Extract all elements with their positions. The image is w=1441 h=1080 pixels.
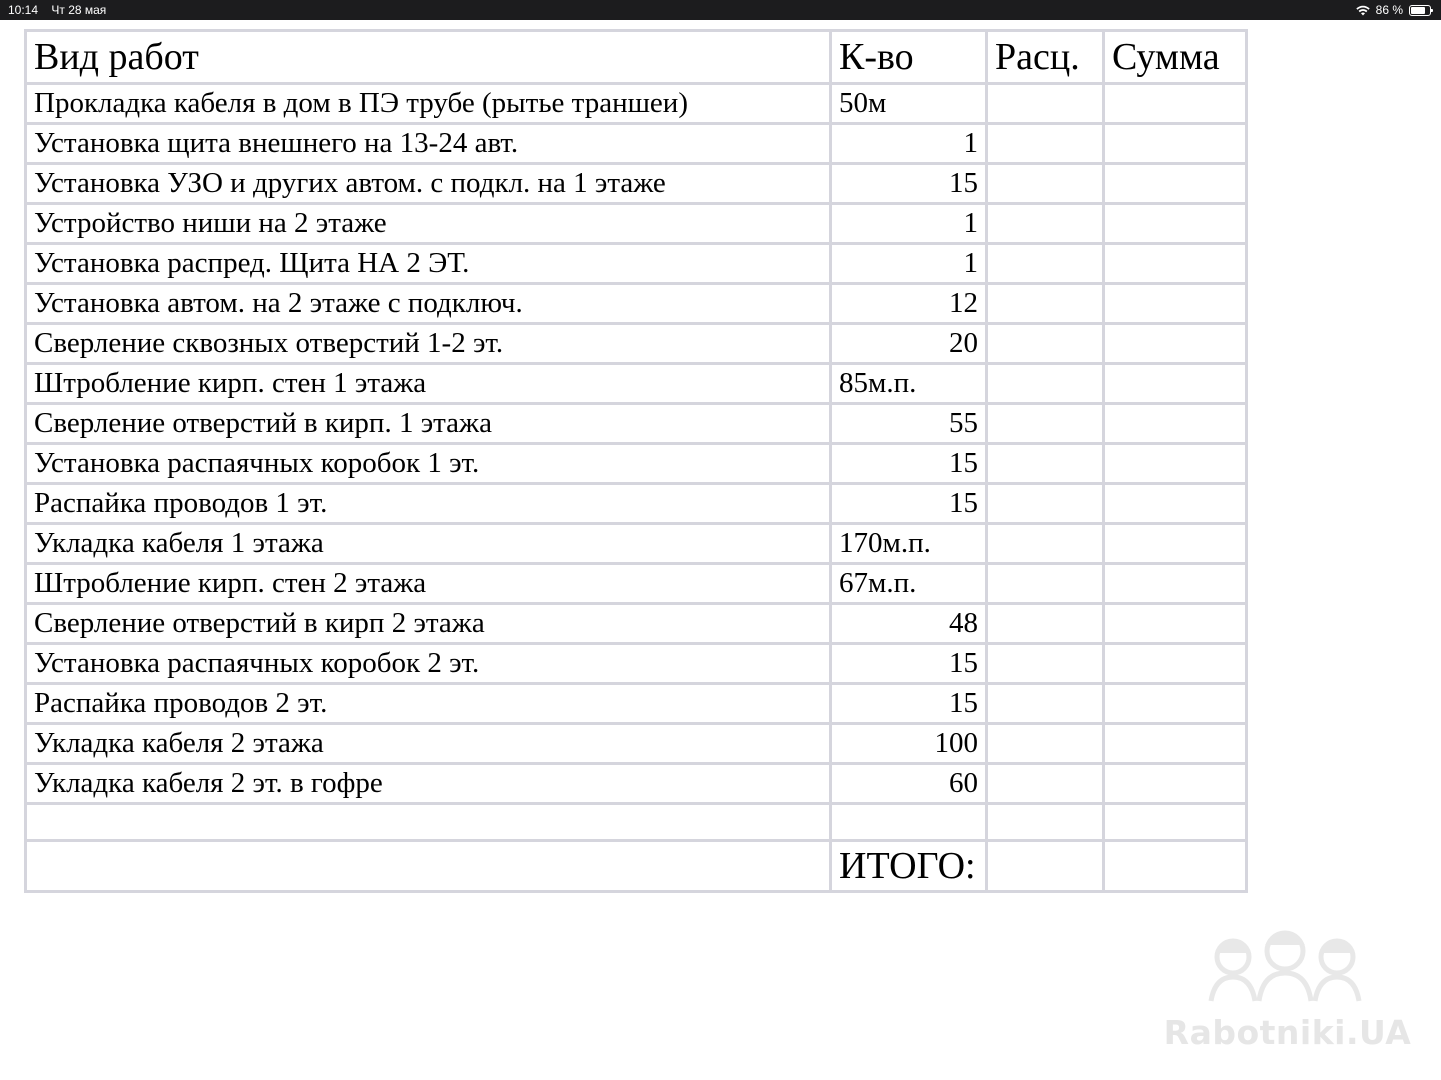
total-blank-cell <box>26 841 831 892</box>
rate-cell <box>987 284 1104 324</box>
sum-cell <box>1104 484 1247 524</box>
quantity-cell: 15 <box>831 164 987 204</box>
sum-cell <box>1104 724 1247 764</box>
table-row <box>26 484 1247 524</box>
quantity-cell: 67м.п. <box>831 564 987 604</box>
header-work-type: Вид работ <box>26 31 831 84</box>
table-row <box>26 524 1247 564</box>
table-row <box>26 284 1247 324</box>
watermark <box>1160 925 1415 1055</box>
rate-cell <box>987 604 1104 644</box>
work-name-cell: Сверление отверстий в кирп. 1 этажа <box>26 404 831 444</box>
status-time: 10:14 <box>8 3 39 17</box>
quantity-cell: 170м.п. <box>831 524 987 564</box>
work-name-cell: Установка распред. Щита НА 2 ЭТ. <box>26 244 831 284</box>
rate-cell <box>987 244 1104 284</box>
quantity-cell: 15 <box>831 684 987 724</box>
empty-name-cell <box>26 804 831 841</box>
works-table-body <box>26 31 1247 892</box>
sum-cell <box>1104 764 1247 804</box>
status-date: Чт 28 мая <box>51 3 107 17</box>
work-name-cell: Установка распаячных коробок 2 эт. <box>26 644 831 684</box>
total-sum-cell <box>1104 841 1247 892</box>
sum-cell <box>1104 324 1247 364</box>
work-name-cell: Устройство ниши на 2 этаже <box>26 204 831 244</box>
wifi-icon <box>1356 5 1370 16</box>
rate-cell <box>987 84 1104 124</box>
table-row <box>26 324 1247 364</box>
empty-quantity-cell <box>831 804 987 841</box>
work-name-cell: Распайка проводов 1 эт. <box>26 484 831 524</box>
rate-cell <box>987 764 1104 804</box>
battery-percent: 86 % <box>1375 3 1403 17</box>
work-name-cell: Сверление сквозных отверстий 1-2 эт. <box>26 324 831 364</box>
rate-cell <box>987 124 1104 164</box>
table-row <box>26 444 1247 484</box>
table-row <box>26 684 1247 724</box>
quantity-cell: 50м <box>831 84 987 124</box>
sum-cell <box>1104 244 1247 284</box>
table-row <box>26 404 1247 444</box>
status-left <box>8 0 116 20</box>
empty-sum-cell <box>1104 804 1247 841</box>
table-row <box>26 164 1247 204</box>
table-row <box>26 124 1247 164</box>
sum-cell <box>1104 404 1247 444</box>
quantity-cell: 1 <box>831 204 987 244</box>
work-name-cell: Штробление кирп. стен 1 этажа <box>26 364 831 404</box>
quantity-cell: 85м.п. <box>831 364 987 404</box>
table-row <box>26 724 1247 764</box>
quantity-cell: 100 <box>831 724 987 764</box>
rate-cell <box>987 644 1104 684</box>
work-name-cell: Укладка кабеля 1 этажа <box>26 524 831 564</box>
header-sum: Сумма <box>1104 31 1247 84</box>
status-right <box>1356 0 1431 20</box>
header-rate: Расц. <box>987 31 1104 84</box>
sum-cell <box>1104 84 1247 124</box>
quantity-cell: 15 <box>831 644 987 684</box>
sum-cell <box>1104 564 1247 604</box>
work-name-cell: Укладка кабеля 2 этажа <box>26 724 831 764</box>
table-header-row <box>26 31 1247 84</box>
table-row <box>26 204 1247 244</box>
empty-rate-cell <box>987 804 1104 841</box>
rate-cell <box>987 164 1104 204</box>
work-name-cell: Прокладка кабеля в дом в ПЭ трубе (рытье траншеи) <box>26 84 831 124</box>
table-row <box>26 244 1247 284</box>
rate-cell <box>987 484 1104 524</box>
work-name-cell: Сверление отверстий в кирп 2 этажа <box>26 604 831 644</box>
sum-cell <box>1104 684 1247 724</box>
total-rate-cell <box>987 841 1104 892</box>
total-label: ИТОГО: <box>831 841 987 892</box>
rate-cell <box>987 524 1104 564</box>
work-name-cell: Укладка кабеля 2 эт. в гофре <box>26 764 831 804</box>
table-row <box>26 764 1247 804</box>
table-row <box>26 364 1247 404</box>
quantity-cell: 60 <box>831 764 987 804</box>
empty-row <box>26 804 1247 841</box>
rate-cell <box>987 404 1104 444</box>
work-name-cell: Установка щита внешнего на 13-24 авт. <box>26 124 831 164</box>
table-row <box>26 564 1247 604</box>
quantity-cell: 15 <box>831 484 987 524</box>
work-name-cell: Штробление кирп. стен 2 этажа <box>26 564 831 604</box>
rate-cell <box>987 364 1104 404</box>
sum-cell <box>1104 164 1247 204</box>
sum-cell <box>1104 644 1247 684</box>
rate-cell <box>987 324 1104 364</box>
sum-cell <box>1104 124 1247 164</box>
rate-cell <box>987 204 1104 244</box>
quantity-cell: 1 <box>831 244 987 284</box>
sum-cell <box>1104 204 1247 244</box>
total-row <box>26 841 1247 892</box>
quantity-cell: 48 <box>831 604 987 644</box>
quantity-cell: 20 <box>831 324 987 364</box>
work-name-cell: Установка автом. на 2 этаже с подключ. <box>26 284 831 324</box>
quantity-cell: 12 <box>831 284 987 324</box>
sum-cell <box>1104 524 1247 564</box>
rate-cell <box>987 684 1104 724</box>
works-table <box>24 29 1248 893</box>
header-quantity: К-во <box>831 31 987 84</box>
sum-cell <box>1104 444 1247 484</box>
quantity-cell: 1 <box>831 124 987 164</box>
work-name-cell: Распайка проводов 2 эт. <box>26 684 831 724</box>
rate-cell <box>987 564 1104 604</box>
table-row <box>26 644 1247 684</box>
table-row <box>26 84 1247 124</box>
sum-cell <box>1104 604 1247 644</box>
status-bar <box>0 0 1441 20</box>
work-name-cell: Установка распаячных коробок 1 эт. <box>26 444 831 484</box>
sum-cell <box>1104 364 1247 404</box>
rate-cell <box>987 724 1104 764</box>
quantity-cell: 55 <box>831 404 987 444</box>
battery-icon <box>1409 5 1431 16</box>
workers-logo-icon <box>1205 925 1365 1005</box>
table-row <box>26 604 1247 644</box>
rate-cell <box>987 444 1104 484</box>
quantity-cell: 15 <box>831 444 987 484</box>
work-name-cell: Установка УЗО и других автом. с подкл. на 1 этаже <box>26 164 831 204</box>
watermark-text: Rabotniki.UA <box>1163 1013 1412 1052</box>
sum-cell <box>1104 284 1247 324</box>
